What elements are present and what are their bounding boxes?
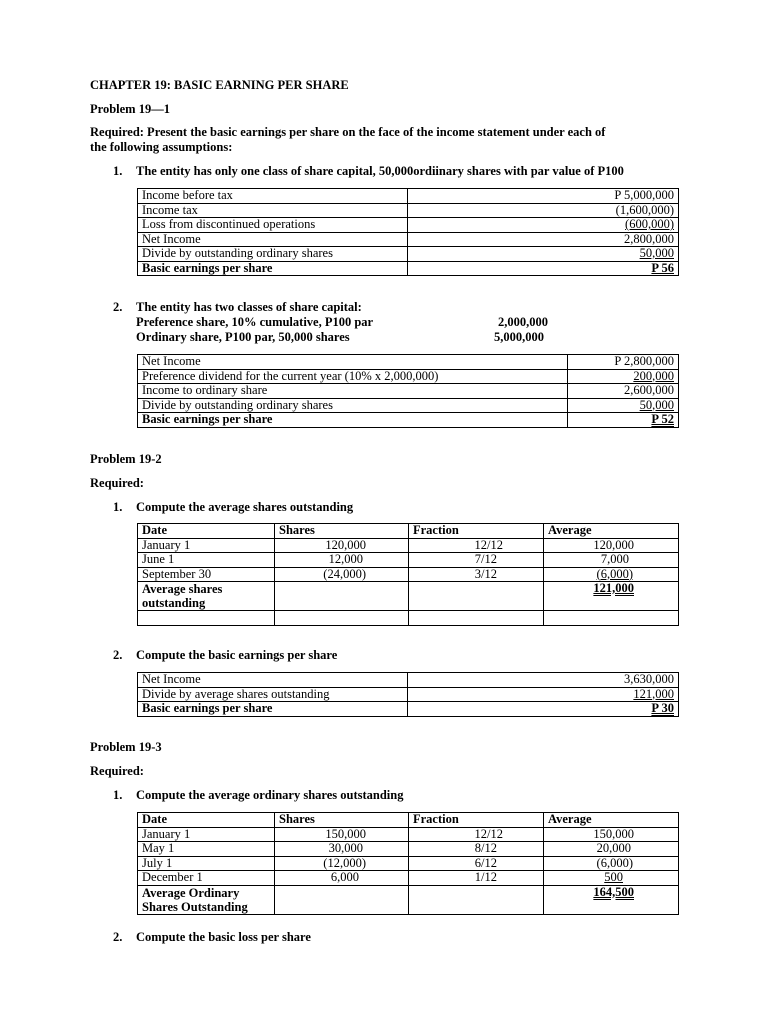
table-cell: [544, 611, 679, 626]
table-cell: Divide by average shares outstanding: [138, 687, 408, 702]
table-row: [138, 856, 679, 871]
table-row: [138, 218, 679, 233]
table-cell: [275, 611, 409, 626]
p1-item2-text: The entity has two classes of share capital:: [136, 300, 362, 314]
table-cell: 12/12: [409, 827, 544, 842]
table-row: [138, 538, 679, 553]
column-header-date: Date: [138, 813, 275, 828]
table-cell: Income to ordinary share: [138, 384, 568, 399]
p3-required-text: Required:: [90, 764, 144, 778]
table-cell: (6,000): [544, 856, 679, 871]
table-cell-value: P 30: [651, 701, 674, 715]
table-cell: 2,800,000: [408, 232, 679, 247]
table-cell: Basic earnings per share: [138, 261, 408, 276]
p3-item1-text: Compute the average ordinary shares outstanding: [136, 788, 404, 802]
p3-item1-number: 1.: [113, 788, 123, 802]
table-cell: [409, 611, 544, 626]
column-header-average: Average: [544, 524, 679, 539]
column-header-shares: Shares: [275, 524, 409, 539]
table-cell: June 1: [138, 553, 275, 568]
p2-item2-text: Compute the basic earnings per share: [136, 648, 338, 662]
table-row: [138, 247, 679, 262]
table-header-row: [138, 813, 679, 828]
table-cell-value: 121,000: [593, 581, 634, 595]
p2-item2-number: 2.: [113, 648, 123, 662]
p1-required-text-cont: the following assumptions:: [90, 140, 233, 154]
table-cell-value: 50,000: [639, 398, 674, 412]
p2-item1-text: Compute the average shares outstanding: [136, 500, 354, 514]
p3-item2-text: Compute the basic loss per share: [136, 930, 311, 944]
p1-dividend-table: [137, 354, 679, 428]
table-row: [138, 384, 679, 399]
problem-19-3-title: Problem 19-3: [90, 740, 162, 754]
table-cell-value: P 52: [651, 412, 674, 426]
p3-average-shares-table: [137, 812, 679, 915]
table-header-row: [138, 524, 679, 539]
column-header-fraction: Fraction: [409, 524, 544, 539]
table-cell-value: P 56: [651, 261, 674, 275]
p1-item2-preference-line: Preference share, 10% cumulative, P100 par: [136, 315, 374, 329]
table-cell: Income tax: [138, 203, 408, 218]
table-cell: 150,000: [275, 827, 409, 842]
table-cell: [275, 885, 409, 914]
table-cell: December 1: [138, 871, 275, 886]
p1-item2-number: 2.: [113, 300, 123, 314]
table-cell: Loss from discontinued operations: [138, 218, 408, 233]
table-cell: May 1: [138, 842, 275, 857]
table-row: [138, 673, 679, 688]
table-cell: 7/12: [409, 553, 544, 568]
table-cell: 3,630,000: [408, 673, 679, 688]
table-row: [138, 369, 679, 384]
table-cell: Basic earnings per share: [138, 413, 568, 428]
table-cell: 30,000: [275, 842, 409, 857]
table-cell: Divide by outstanding ordinary shares: [138, 398, 568, 413]
table-cell: Divide by outstanding ordinary shares: [138, 247, 408, 262]
table-cell: 12,000: [275, 553, 409, 568]
table-cell: Net Income: [138, 232, 408, 247]
table-row: [138, 702, 679, 717]
table-cell: [138, 611, 275, 626]
table-cell: [409, 582, 544, 611]
table-cell: Basic earnings per share: [138, 702, 408, 717]
column-header-date: Date: [138, 524, 275, 539]
table-row: [138, 567, 679, 582]
table-row: [138, 398, 679, 413]
p2-eps-table: [137, 672, 679, 717]
table-cell: January 1: [138, 538, 275, 553]
table-cell-value: 164,500: [593, 885, 634, 899]
table-row: [138, 553, 679, 568]
table-cell: P 5,000,000: [408, 189, 679, 204]
table-cell: 8/12: [409, 842, 544, 857]
problem-19-1-title: Problem 19—1: [90, 102, 170, 116]
p2-average-shares-table: [137, 523, 679, 626]
table-cell: [409, 885, 544, 914]
table-cell: 20,000: [544, 842, 679, 857]
table-cell-value: 50,000: [639, 246, 674, 260]
table-row: [138, 232, 679, 247]
table-cell: 12/12: [409, 538, 544, 553]
table-cell: 2,600,000: [568, 384, 679, 399]
table-cell: Net Income: [138, 673, 408, 688]
problem-19-2-title: Problem 19-2: [90, 452, 162, 466]
table-cell-value: 500: [604, 870, 623, 884]
table-cell: Income before tax: [138, 189, 408, 204]
table-row: [138, 827, 679, 842]
table-cell: 6,000: [275, 871, 409, 886]
p3-item2-number: 2.: [113, 930, 123, 944]
column-header-average: Average: [544, 813, 679, 828]
table-row: [138, 413, 679, 428]
p2-item1-number: 1.: [113, 500, 123, 514]
table-row: [138, 871, 679, 886]
table-cell: 120,000: [275, 538, 409, 553]
column-header-shares: Shares: [275, 813, 409, 828]
table-cell: 3/12: [409, 567, 544, 582]
table-cell: P 2,800,000: [568, 355, 679, 370]
table-cell: 7,000: [544, 553, 679, 568]
table-cell: [275, 582, 409, 611]
table-row: [138, 189, 679, 204]
table-row: [138, 355, 679, 370]
p1-item1-number: 1.: [113, 164, 123, 178]
table-cell: 150,000: [544, 827, 679, 842]
table-cell: September 30: [138, 567, 275, 582]
table-cell-value: 121,000: [633, 687, 674, 701]
table-cell: 6/12: [409, 856, 544, 871]
table-row: [138, 687, 679, 702]
p2-required-text: Required:: [90, 476, 144, 490]
column-header-fraction: Fraction: [409, 813, 544, 828]
table-cell-value: (6,000): [596, 567, 633, 581]
p1-item2-ordinary-line: Ordinary share, P100 par, 50,000 shares: [136, 330, 350, 344]
table-row: [138, 261, 679, 276]
p1-item1-text: The entity has only one class of share capital, 50,000ordiinary shares with par value of P100: [136, 164, 624, 178]
table-cell: July 1: [138, 856, 275, 871]
table-cell: 120,000: [544, 538, 679, 553]
table-cell: (12,000): [275, 856, 409, 871]
table-cell: (1,600,000): [408, 203, 679, 218]
table-row: [138, 203, 679, 218]
table-cell: 1/12: [409, 871, 544, 886]
table-cell: (24,000): [275, 567, 409, 582]
table-row: [138, 842, 679, 857]
table-cell-value: 200,000: [633, 369, 674, 383]
table-cell: Net Income: [138, 355, 568, 370]
table-cell: Average shares outstanding: [138, 582, 275, 611]
p1-income-table: [137, 188, 679, 276]
chapter-title: CHAPTER 19: BASIC EARNING PER SHARE: [90, 78, 349, 92]
table-cell-value: (600,000): [625, 217, 674, 231]
table-total-row: [138, 582, 679, 611]
table-total-row: [138, 885, 679, 914]
table-row: [138, 611, 679, 626]
table-cell: Preference dividend for the current year (10% x 2,000,000): [138, 369, 568, 384]
table-cell: Average Ordinary Shares Outstanding: [138, 885, 275, 914]
p1-item2-ordinary-value: 5,000,000: [494, 330, 544, 344]
table-cell: January 1: [138, 827, 275, 842]
p1-required-text: Required: Present the basic earnings per share on the face of the income statement under each of: [90, 125, 606, 139]
p1-item2-preference-value: 2,000,000: [498, 315, 548, 329]
